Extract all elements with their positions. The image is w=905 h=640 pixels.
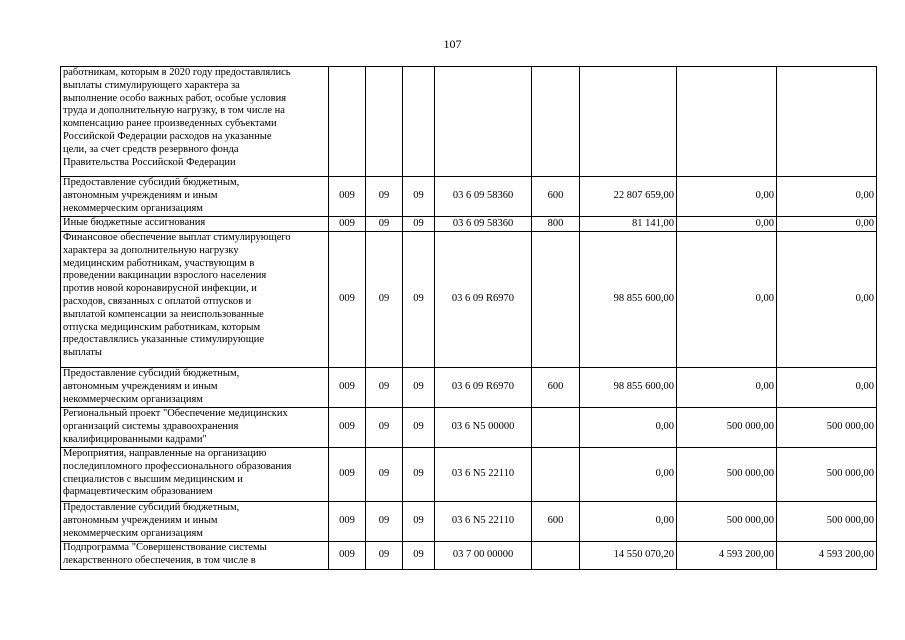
- amount-year-1: 22 807 659,00: [580, 177, 677, 217]
- table-row: [61, 177, 877, 217]
- table-row: [61, 67, 877, 177]
- amount-year-1: 98 855 600,00: [580, 232, 677, 368]
- amount-year-2: 500 000,00: [677, 502, 777, 542]
- amount-year-2: 0,00: [677, 217, 777, 232]
- row-name: Подпрограмма "Совершенствование системы лекарственного обеспечения, в том числе в: [61, 542, 329, 570]
- target-article-code: [435, 67, 532, 177]
- row-name: Иные бюджетные ассигнования: [61, 217, 329, 232]
- subsection-code: 09: [403, 177, 435, 217]
- amount-year-2: 500 000,00: [677, 448, 777, 502]
- amount-year-2: 4 593 200,00: [677, 542, 777, 570]
- amount-year-3: 0,00: [777, 177, 877, 217]
- table-row: [61, 448, 877, 502]
- section-code: [366, 67, 403, 177]
- amount-year-3: 0,00: [777, 232, 877, 368]
- amount-year-3: 0,00: [777, 217, 877, 232]
- page-number: 107: [443, 37, 462, 51]
- subsection-code: 09: [403, 542, 435, 570]
- row-name: Мероприятия, направленные на организацию последипломного профессионального образования специалистов с высшим медицинским и фармацевтическим образованием: [61, 448, 329, 502]
- row-name: Финансовое обеспечение выплат стимулирующего характера за дополнительную нагрузку медицинским работникам, участвующим в проведении вакцинации взрослого населения против новой коронавирусной инфекции, и расходов, связанных с оплатой отпусков и выплатой компенсации за неиспользованные отпуска медицинским работникам, которым предоставлялись указанные стимулирующие выплаты: [61, 232, 329, 368]
- ministry-code: [329, 67, 366, 177]
- amount-year-3: 4 593 200,00: [777, 542, 877, 570]
- subsection-code: 09: [403, 448, 435, 502]
- section-code: 09: [366, 408, 403, 448]
- amount-year-2: 0,00: [677, 232, 777, 368]
- section-code: 09: [366, 232, 403, 368]
- expense-type-code: [532, 67, 580, 177]
- table-row: [61, 232, 877, 368]
- target-article-code: 03 6 N5 00000: [435, 408, 532, 448]
- section-code: 09: [366, 177, 403, 217]
- ministry-code: 009: [329, 408, 366, 448]
- row-name: работникам, которым в 2020 году предоставлялись выплаты стимулирующего характера за выполнение особо важных работ, особые условия труда и дополнительную нагрузку, в том числе на компенсацию ранее произведенных субъектами Российской Федерации расходов на указанные цели, за счет средств резервного фонда Правительства Российской Федерации: [61, 67, 329, 177]
- subsection-code: 09: [403, 232, 435, 368]
- target-article-code: 03 7 00 00000: [435, 542, 532, 570]
- section-code: 09: [366, 542, 403, 570]
- section-code: 09: [366, 448, 403, 502]
- section-code: 09: [366, 217, 403, 232]
- amount-year-1: 14 550 070,20: [580, 542, 677, 570]
- expense-type-code: [532, 408, 580, 448]
- ministry-code: 009: [329, 368, 366, 408]
- subsection-code: 09: [403, 502, 435, 542]
- target-article-code: 03 6 09 R6970: [435, 368, 532, 408]
- amount-year-1: 0,00: [580, 448, 677, 502]
- amount-year-3: [777, 67, 877, 177]
- amount-year-1: 98 855 600,00: [580, 368, 677, 408]
- table-row: [61, 408, 877, 448]
- section-code: 09: [366, 368, 403, 408]
- ministry-code: 009: [329, 448, 366, 502]
- target-article-code: 03 6 09 58360: [435, 177, 532, 217]
- amount-year-2: 0,00: [677, 368, 777, 408]
- amount-year-2: 0,00: [677, 177, 777, 217]
- row-name: Предоставление субсидий бюджетным, автономным учреждениям и иным некоммерческим организациям: [61, 177, 329, 217]
- target-article-code: 03 6 N5 22110: [435, 502, 532, 542]
- subsection-code: 09: [403, 217, 435, 232]
- ministry-code: 009: [329, 542, 366, 570]
- row-name: Региональный проект "Обеспечение медицинских организаций системы здравоохранения квалифицированными кадрами": [61, 408, 329, 448]
- budget-table: [60, 66, 877, 570]
- subsection-code: 09: [403, 408, 435, 448]
- target-article-code: 03 6 09 R6970: [435, 232, 532, 368]
- subsection-code: [403, 67, 435, 177]
- ministry-code: 009: [329, 232, 366, 368]
- target-article-code: 03 6 09 58360: [435, 217, 532, 232]
- amount-year-3: 0,00: [777, 368, 877, 408]
- row-name: Предоставление субсидий бюджетным, автономным учреждениям и иным некоммерческим организациям: [61, 502, 329, 542]
- amount-year-1: 81 141,00: [580, 217, 677, 232]
- amount-year-3: 500 000,00: [777, 502, 877, 542]
- amount-year-2: [677, 67, 777, 177]
- expense-type-code: [532, 448, 580, 502]
- row-name: Предоставление субсидий бюджетным, автономным учреждениям и иным некоммерческим организациям: [61, 368, 329, 408]
- table-row: [61, 368, 877, 408]
- expense-type-code: 600: [532, 368, 580, 408]
- amount-year-2: 500 000,00: [677, 408, 777, 448]
- expense-type-code: 800: [532, 217, 580, 232]
- section-code: 09: [366, 502, 403, 542]
- amount-year-1: [580, 67, 677, 177]
- expense-type-code: [532, 542, 580, 570]
- expense-type-code: 600: [532, 502, 580, 542]
- table-row: [61, 502, 877, 542]
- amount-year-1: 0,00: [580, 408, 677, 448]
- amount-year-3: 500 000,00: [777, 448, 877, 502]
- expense-type-code: 600: [532, 177, 580, 217]
- subsection-code: 09: [403, 368, 435, 408]
- table-row: [61, 217, 877, 232]
- ministry-code: 009: [329, 177, 366, 217]
- expense-type-code: [532, 232, 580, 368]
- table-row: [61, 542, 877, 570]
- ministry-code: 009: [329, 502, 366, 542]
- amount-year-3: 500 000,00: [777, 408, 877, 448]
- ministry-code: 009: [329, 217, 366, 232]
- target-article-code: 03 6 N5 22110: [435, 448, 532, 502]
- amount-year-1: 0,00: [580, 502, 677, 542]
